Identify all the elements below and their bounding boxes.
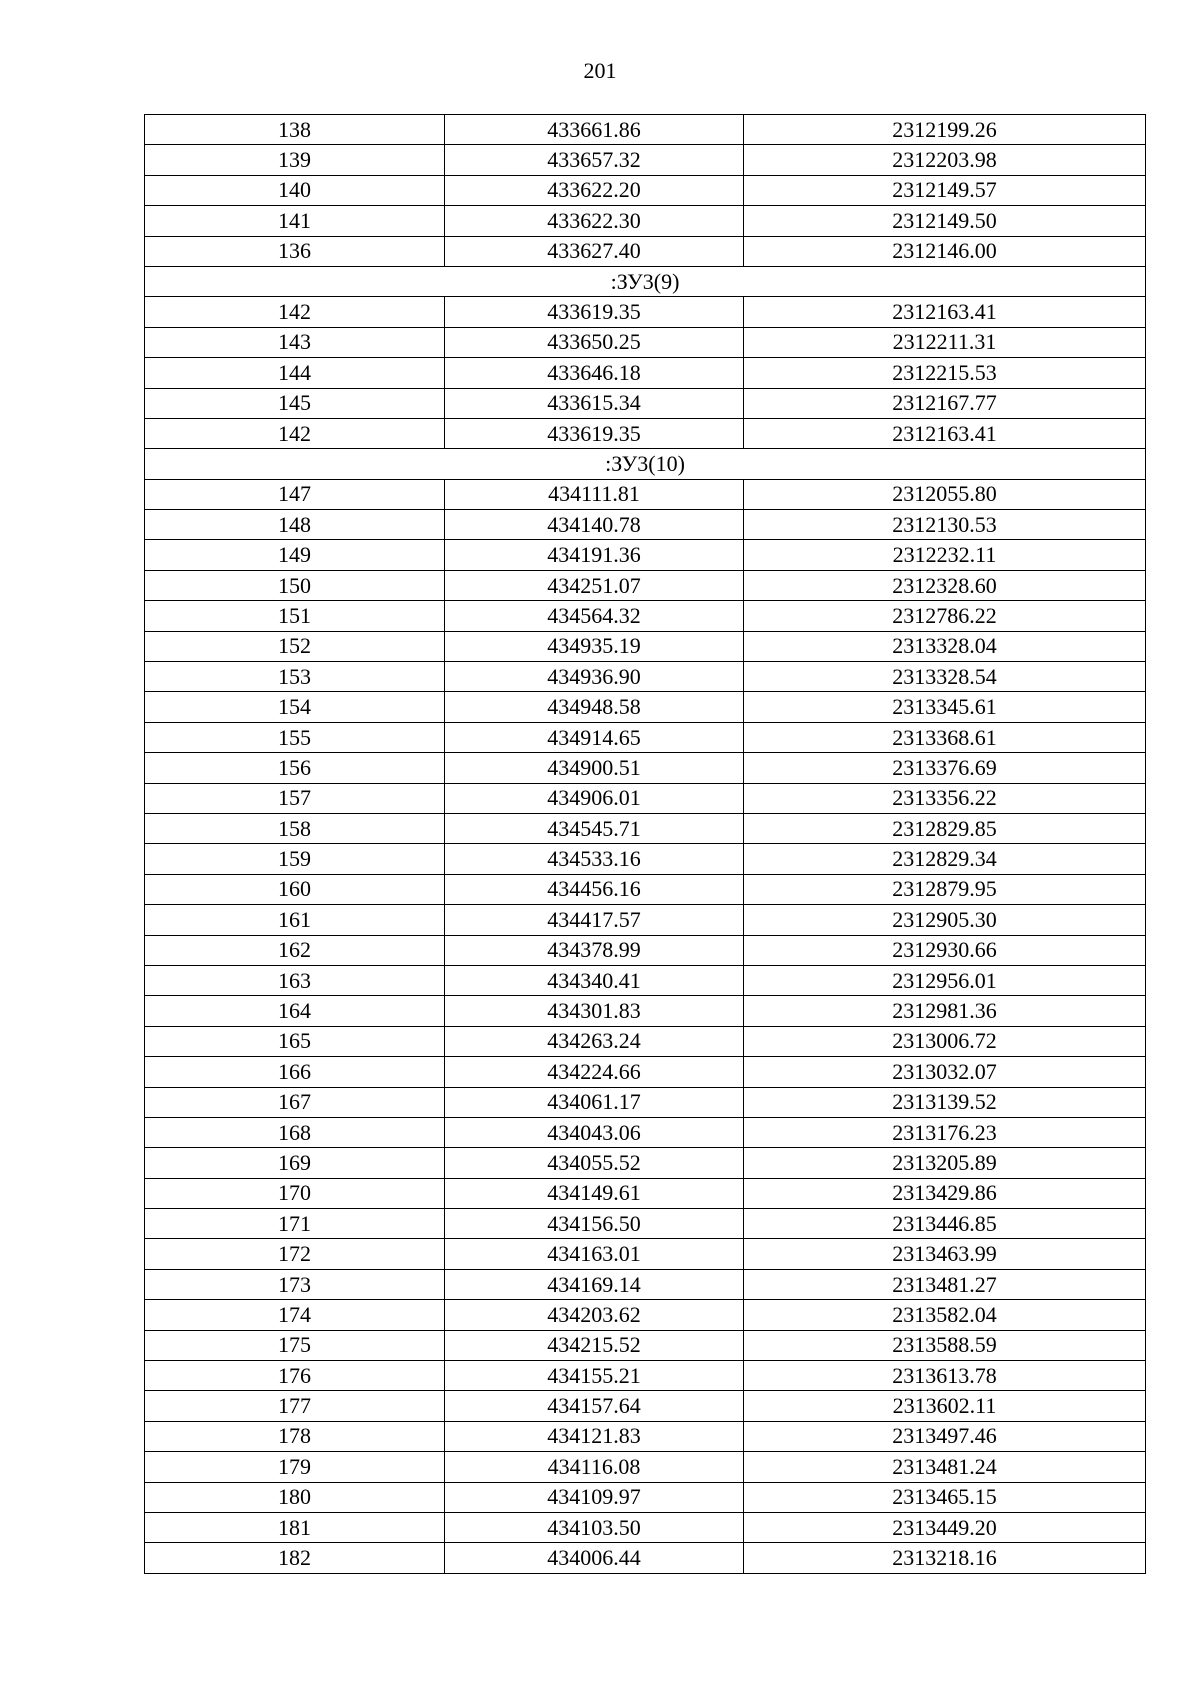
- y-coordinate-cell: 2312149.57: [744, 175, 1146, 205]
- table-row: [145, 722, 1146, 752]
- y-coordinate-cell: 2312829.34: [744, 844, 1146, 874]
- y-coordinate-cell: 2313497.46: [744, 1421, 1146, 1451]
- point-number-cell: 142: [145, 418, 445, 448]
- x-coordinate-cell: 434163.01: [445, 1239, 744, 1269]
- table-row: [145, 935, 1146, 965]
- y-coordinate-cell: 2312146.00: [744, 236, 1146, 266]
- point-number-cell: 181: [145, 1512, 445, 1542]
- x-coordinate-cell: 434055.52: [445, 1148, 744, 1178]
- table-row: [145, 631, 1146, 661]
- y-coordinate-cell: 2312786.22: [744, 601, 1146, 631]
- page-number: 201: [583, 58, 617, 83]
- x-coordinate-cell: 434149.61: [445, 1178, 744, 1208]
- table-row: [145, 1117, 1146, 1147]
- x-coordinate-cell: 433615.34: [445, 388, 744, 418]
- y-coordinate-cell: 2313463.99: [744, 1239, 1146, 1269]
- point-number-cell: 165: [145, 1026, 445, 1056]
- x-coordinate-cell: 434935.19: [445, 631, 744, 661]
- point-number-cell: 140: [145, 175, 445, 205]
- point-number-cell: 175: [145, 1330, 445, 1360]
- point-number-cell: 147: [145, 479, 445, 509]
- table-row: [145, 662, 1146, 692]
- y-coordinate-cell: 2313006.72: [744, 1026, 1146, 1056]
- x-coordinate-cell: 434417.57: [445, 905, 744, 935]
- point-number-cell: 155: [145, 722, 445, 752]
- y-coordinate-cell: 2312211.31: [744, 327, 1146, 357]
- y-coordinate-cell: 2313465.15: [744, 1482, 1146, 1512]
- x-coordinate-cell: 434203.62: [445, 1300, 744, 1330]
- point-number-cell: 161: [145, 905, 445, 935]
- point-number-cell: 149: [145, 540, 445, 570]
- coordinates-table: [144, 114, 1146, 1574]
- y-coordinate-cell: 2312879.95: [744, 874, 1146, 904]
- table-row: [145, 1057, 1146, 1087]
- y-coordinate-cell: 2313376.69: [744, 753, 1146, 783]
- point-number-cell: 145: [145, 388, 445, 418]
- x-coordinate-cell: 434533.16: [445, 844, 744, 874]
- point-number-cell: 160: [145, 874, 445, 904]
- table-row: [145, 1178, 1146, 1208]
- point-number-cell: 141: [145, 206, 445, 236]
- x-coordinate-cell: 434157.64: [445, 1391, 744, 1421]
- y-coordinate-cell: 2313139.52: [744, 1087, 1146, 1117]
- y-coordinate-cell: 2312055.80: [744, 479, 1146, 509]
- x-coordinate-cell: 434191.36: [445, 540, 744, 570]
- table-row: [145, 388, 1146, 418]
- table-row: [145, 1361, 1146, 1391]
- table-row: [145, 327, 1146, 357]
- point-number-cell: 180: [145, 1482, 445, 1512]
- y-coordinate-cell: 2313345.61: [744, 692, 1146, 722]
- x-coordinate-cell: 434006.44: [445, 1543, 744, 1573]
- x-coordinate-cell: 434103.50: [445, 1512, 744, 1542]
- table-row: [145, 540, 1146, 570]
- point-number-cell: 158: [145, 813, 445, 843]
- point-number-cell: 173: [145, 1269, 445, 1299]
- y-coordinate-cell: 2312130.53: [744, 510, 1146, 540]
- x-coordinate-cell: 434043.06: [445, 1117, 744, 1147]
- section-header-row: [145, 266, 1146, 296]
- point-number-cell: 178: [145, 1421, 445, 1451]
- point-number-cell: 179: [145, 1452, 445, 1482]
- point-number-cell: 153: [145, 662, 445, 692]
- point-number-cell: 143: [145, 327, 445, 357]
- y-coordinate-cell: 2313613.78: [744, 1361, 1146, 1391]
- y-coordinate-cell: 2313218.16: [744, 1543, 1146, 1573]
- y-coordinate-cell: 2313602.11: [744, 1391, 1146, 1421]
- table-row: [145, 1300, 1146, 1330]
- y-coordinate-cell: 2313481.24: [744, 1452, 1146, 1482]
- table-row: [145, 297, 1146, 327]
- x-coordinate-cell: 434215.52: [445, 1330, 744, 1360]
- table-row: [145, 1421, 1146, 1451]
- table-row: [145, 1330, 1146, 1360]
- x-coordinate-cell: 434109.97: [445, 1482, 744, 1512]
- table-row: [145, 1482, 1146, 1512]
- x-coordinate-cell: 434900.51: [445, 753, 744, 783]
- table-row: [145, 965, 1146, 995]
- table-row: [145, 601, 1146, 631]
- table-row: [145, 570, 1146, 600]
- section-header-row: [145, 449, 1146, 479]
- x-coordinate-cell: 434116.08: [445, 1452, 744, 1482]
- point-number-cell: 157: [145, 783, 445, 813]
- y-coordinate-cell: 2312215.53: [744, 358, 1146, 388]
- point-number-cell: 166: [145, 1057, 445, 1087]
- x-coordinate-cell: 434914.65: [445, 722, 744, 752]
- point-number-cell: 164: [145, 996, 445, 1026]
- y-coordinate-cell: 2313368.61: [744, 722, 1146, 752]
- point-number-cell: 167: [145, 1087, 445, 1117]
- table-row: [145, 1087, 1146, 1117]
- x-coordinate-cell: 434948.58: [445, 692, 744, 722]
- x-coordinate-cell: 433657.32: [445, 145, 744, 175]
- y-coordinate-cell: 2312149.50: [744, 206, 1146, 236]
- x-coordinate-cell: 434936.90: [445, 662, 744, 692]
- table-row: [145, 206, 1146, 236]
- x-coordinate-cell: 434156.50: [445, 1209, 744, 1239]
- table-row: [145, 753, 1146, 783]
- table-row: [145, 1026, 1146, 1056]
- x-coordinate-cell: 434140.78: [445, 510, 744, 540]
- point-number-cell: 159: [145, 844, 445, 874]
- table-row: [145, 236, 1146, 266]
- table-row: [145, 1269, 1146, 1299]
- table-row: [145, 175, 1146, 205]
- x-coordinate-cell: 434545.71: [445, 813, 744, 843]
- y-coordinate-cell: 2312829.85: [744, 813, 1146, 843]
- table-row: [145, 358, 1146, 388]
- x-coordinate-cell: 434263.24: [445, 1026, 744, 1056]
- table-row: [145, 844, 1146, 874]
- point-number-cell: 176: [145, 1361, 445, 1391]
- x-coordinate-cell: 433622.20: [445, 175, 744, 205]
- table-row: [145, 905, 1146, 935]
- point-number-cell: 174: [145, 1300, 445, 1330]
- x-coordinate-cell: 434456.16: [445, 874, 744, 904]
- point-number-cell: 136: [145, 236, 445, 266]
- table-row: [145, 145, 1146, 175]
- table-row: [145, 1209, 1146, 1239]
- x-coordinate-cell: 434111.81: [445, 479, 744, 509]
- x-coordinate-cell: 434564.32: [445, 601, 744, 631]
- y-coordinate-cell: 2313481.27: [744, 1269, 1146, 1299]
- point-number-cell: 162: [145, 935, 445, 965]
- table-row: [145, 874, 1146, 904]
- x-coordinate-cell: 433619.35: [445, 418, 744, 448]
- point-number-cell: 163: [145, 965, 445, 995]
- y-coordinate-cell: 2313582.04: [744, 1300, 1146, 1330]
- x-coordinate-cell: 434340.41: [445, 965, 744, 995]
- y-coordinate-cell: 2312232.11: [744, 540, 1146, 570]
- x-coordinate-cell: 434251.07: [445, 570, 744, 600]
- point-number-cell: 144: [145, 358, 445, 388]
- table-row: [145, 996, 1146, 1026]
- y-coordinate-cell: 2313328.04: [744, 631, 1146, 661]
- y-coordinate-cell: 2312163.41: [744, 297, 1146, 327]
- table-row: [145, 1543, 1146, 1573]
- x-coordinate-cell: 433650.25: [445, 327, 744, 357]
- y-coordinate-cell: 2312163.41: [744, 418, 1146, 448]
- x-coordinate-cell: 434224.66: [445, 1057, 744, 1087]
- y-coordinate-cell: 2313176.23: [744, 1117, 1146, 1147]
- x-coordinate-cell: 434061.17: [445, 1087, 744, 1117]
- section-label: :ЗУ3(10): [145, 449, 1146, 479]
- y-coordinate-cell: 2312956.01: [744, 965, 1146, 995]
- point-number-cell: 168: [145, 1117, 445, 1147]
- point-number-cell: 148: [145, 510, 445, 540]
- x-coordinate-cell: 433627.40: [445, 236, 744, 266]
- y-coordinate-cell: 2313205.89: [744, 1148, 1146, 1178]
- point-number-cell: 172: [145, 1239, 445, 1269]
- table-row: [145, 479, 1146, 509]
- x-coordinate-cell: 434121.83: [445, 1421, 744, 1451]
- y-coordinate-cell: 2313328.54: [744, 662, 1146, 692]
- point-number-cell: 170: [145, 1178, 445, 1208]
- point-number-cell: 142: [145, 297, 445, 327]
- table-row: [145, 1148, 1146, 1178]
- y-coordinate-cell: 2313356.22: [744, 783, 1146, 813]
- y-coordinate-cell: 2313429.86: [744, 1178, 1146, 1208]
- y-coordinate-cell: 2312981.36: [744, 996, 1146, 1026]
- point-number-cell: 154: [145, 692, 445, 722]
- point-number-cell: 150: [145, 570, 445, 600]
- point-number-cell: 139: [145, 145, 445, 175]
- table-row: [145, 783, 1146, 813]
- y-coordinate-cell: 2312199.26: [744, 115, 1146, 145]
- table-row: [145, 115, 1146, 145]
- y-coordinate-cell: 2312328.60: [744, 570, 1146, 600]
- section-label: :ЗУ3(9): [145, 266, 1146, 296]
- x-coordinate-cell: 433622.30: [445, 206, 744, 236]
- point-number-cell: 138: [145, 115, 445, 145]
- y-coordinate-cell: 2313588.59: [744, 1330, 1146, 1360]
- point-number-cell: 171: [145, 1209, 445, 1239]
- x-coordinate-cell: 433646.18: [445, 358, 744, 388]
- x-coordinate-cell: 434378.99: [445, 935, 744, 965]
- x-coordinate-cell: 433661.86: [445, 115, 744, 145]
- point-number-cell: 169: [145, 1148, 445, 1178]
- point-number-cell: 177: [145, 1391, 445, 1421]
- point-number-cell: 151: [145, 601, 445, 631]
- table-row: [145, 1512, 1146, 1542]
- table-row: [145, 1239, 1146, 1269]
- y-coordinate-cell: 2312930.66: [744, 935, 1146, 965]
- y-coordinate-cell: 2312905.30: [744, 905, 1146, 935]
- table-row: [145, 813, 1146, 843]
- x-coordinate-cell: 434169.14: [445, 1269, 744, 1299]
- x-coordinate-cell: 433619.35: [445, 297, 744, 327]
- x-coordinate-cell: 434155.21: [445, 1361, 744, 1391]
- point-number-cell: 182: [145, 1543, 445, 1573]
- table-row: [145, 692, 1146, 722]
- y-coordinate-cell: 2312203.98: [744, 145, 1146, 175]
- y-coordinate-cell: 2313449.20: [744, 1512, 1146, 1542]
- table-row: [145, 418, 1146, 448]
- x-coordinate-cell: 434906.01: [445, 783, 744, 813]
- coordinates-table-body: [145, 115, 1146, 1574]
- x-coordinate-cell: 434301.83: [445, 996, 744, 1026]
- y-coordinate-cell: 2312167.77: [744, 388, 1146, 418]
- y-coordinate-cell: 2313032.07: [744, 1057, 1146, 1087]
- y-coordinate-cell: 2313446.85: [744, 1209, 1146, 1239]
- table-row: [145, 1452, 1146, 1482]
- point-number-cell: 156: [145, 753, 445, 783]
- point-number-cell: 152: [145, 631, 445, 661]
- table-row: [145, 1391, 1146, 1421]
- table-row: [145, 510, 1146, 540]
